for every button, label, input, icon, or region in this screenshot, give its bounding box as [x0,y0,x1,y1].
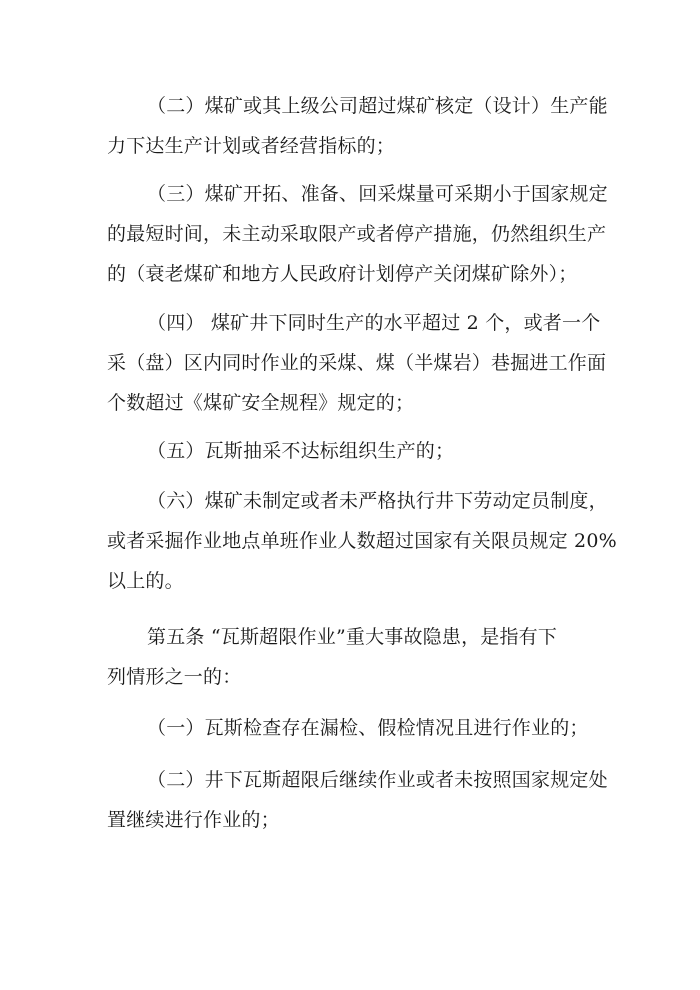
text-line: 置继续进行作业的； [107,809,280,831]
text-line: （三）煤矿开拓、准备、回采煤量可采期小于国家规定 [147,183,608,205]
paragraph-item-6-staffing [107,481,617,601]
text-line: 的最短时间，未主动采取限产或者停产措施，仍然组织生产 [107,223,607,245]
text-line: （五）瓦斯抽采不达标组织生产的； [147,440,455,462]
text-line: 采（盘）区内同时作业的采煤、煤（半煤岩）巷掘进工作面 [107,352,607,374]
text-line: （二）井下瓦斯超限后继续作业或者未按照国家规定处 [147,769,608,791]
text-line: 个数超过《煤矿安全规程》规定的； [107,392,415,414]
paragraph-item-5-gas-drainage [107,431,597,471]
text-line: （一）瓦斯检查存在漏检、假检情况且进行作业的； [147,717,589,739]
text-line: 或者采掘作业地点单班作业人数超过国家有关限员规定 20% [107,530,617,552]
text-line: 力下达生产计划或者经营指标的； [107,135,396,157]
paragraph-article-5-item-2 [107,760,608,840]
text-line: （六）煤矿未制定或者未严格执行井下劳动定员制度， [147,490,608,512]
text-line: 以上的。 [107,570,184,592]
paragraph-item-4-levels [107,303,607,423]
paragraph-article-5-item-1 [107,708,597,748]
text-line: （四） 煤矿井下同时生产的水平超过 2 个，或者一个 [147,312,601,334]
text-line: （二）煤矿或其上级公司超过煤矿核定（设计）生产能 [147,95,608,117]
text-line: 的（衰老煤矿和地方人民政府计划停产关闭煤矿除外）； [107,263,578,285]
text-line: 第五条 “瓦斯超限作业”重大事故隐患，是指有下 [147,626,558,648]
text-line: 列情形之一的： [107,666,242,688]
paragraph-item-3-mining-period [107,174,608,294]
paragraph-article-5-heading [107,617,597,697]
paragraph-item-2-capacity [107,86,608,166]
